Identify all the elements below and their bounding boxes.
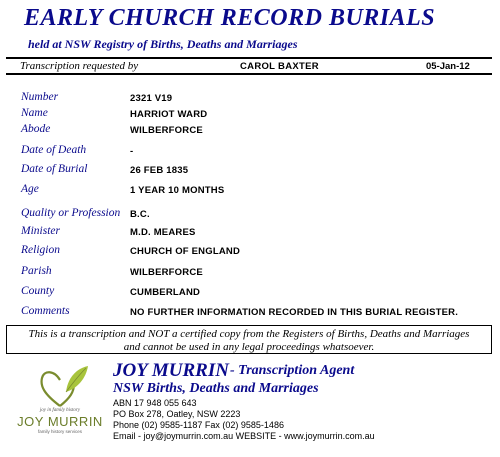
field-value-minister: M.D. MEARES — [130, 227, 196, 238]
field-label-minister: Minister — [21, 225, 60, 237]
field-value-county: CUMBERLAND — [130, 287, 201, 298]
logo-subline: family history services — [37, 429, 82, 434]
agent-name: JOY MURRIN — [113, 360, 229, 381]
field-label-county: County — [21, 285, 55, 297]
field-label-parish: Parish — [21, 265, 52, 277]
logo-name: JOY MURRIN — [17, 414, 103, 429]
field-value-date-of-burial: 26 FEB 1835 — [130, 165, 189, 176]
field-label-date-of-burial: Date of Burial — [21, 163, 88, 175]
disclaimer-line-1: This is a transcription and NOT a certified copy from the Registers of Births, Deaths and Marriages — [28, 328, 470, 340]
agent-services: NSW Births, Deaths and Marriages — [113, 381, 319, 396]
agent-phone: Phone (02) 9585-1187 Fax (02) 9585-1486 — [113, 420, 284, 430]
field-value-profession: B.C. — [130, 209, 150, 220]
field-label-comments: Comments — [21, 305, 70, 317]
page-subtitle: held at NSW Registry of Births, Deaths and Marriages — [28, 37, 298, 51]
field-value-comments: NO FURTHER INFORMATION RECORDED IN THIS BURIAL REGISTER. — [130, 307, 459, 318]
field-label-abode: Abode — [21, 123, 51, 135]
page-title: EARLY CHURCH RECORD BURIALS — [24, 5, 436, 31]
logo-tagline: joy in family history — [39, 408, 81, 413]
agent-role: - Transcription Agent — [230, 363, 355, 378]
disclaimer-box — [6, 325, 492, 354]
field-value-name: HARRIOT WARD — [130, 109, 208, 120]
field-label-name: Name — [21, 107, 48, 119]
field-label-number: Number — [21, 91, 59, 103]
request-label: Transcription requested by — [20, 60, 139, 72]
agent-abn: ABN 17 948 055 643 — [113, 398, 197, 408]
field-label-date-of-death: Date of Death — [21, 144, 87, 156]
field-value-age: 1 YEAR 10 MONTHS — [130, 185, 225, 196]
field-label-age: Age — [21, 183, 39, 195]
field-value-date-of-death: - — [130, 146, 134, 157]
field-value-parish: WILBERFORCE — [130, 267, 203, 278]
field-value-religion: CHURCH OF ENGLAND — [130, 246, 241, 257]
field-label-religion: Religion — [21, 244, 60, 256]
request-bar — [6, 57, 492, 75]
requester-name: CAROL BAXTER — [240, 61, 319, 72]
disclaimer-line-2: and cannot be used in any legal proceedings whatsoever. — [123, 341, 375, 353]
heart-leaf-icon — [14, 362, 106, 410]
field-value-abode: WILBERFORCE — [130, 125, 203, 136]
agent-address: PO Box 278, Oatley, NSW 2223 — [113, 409, 241, 419]
field-label-profession: Quality or Profession — [21, 207, 121, 219]
request-date: 05-Jan-12 — [426, 61, 470, 72]
agent-email-website: Email - joy@joymurrin.com.au WEBSITE - www.joymurrin.com.au — [113, 431, 375, 441]
field-value-number: 2321 V19 — [130, 93, 173, 104]
joy-murrin-logo — [14, 362, 106, 452]
